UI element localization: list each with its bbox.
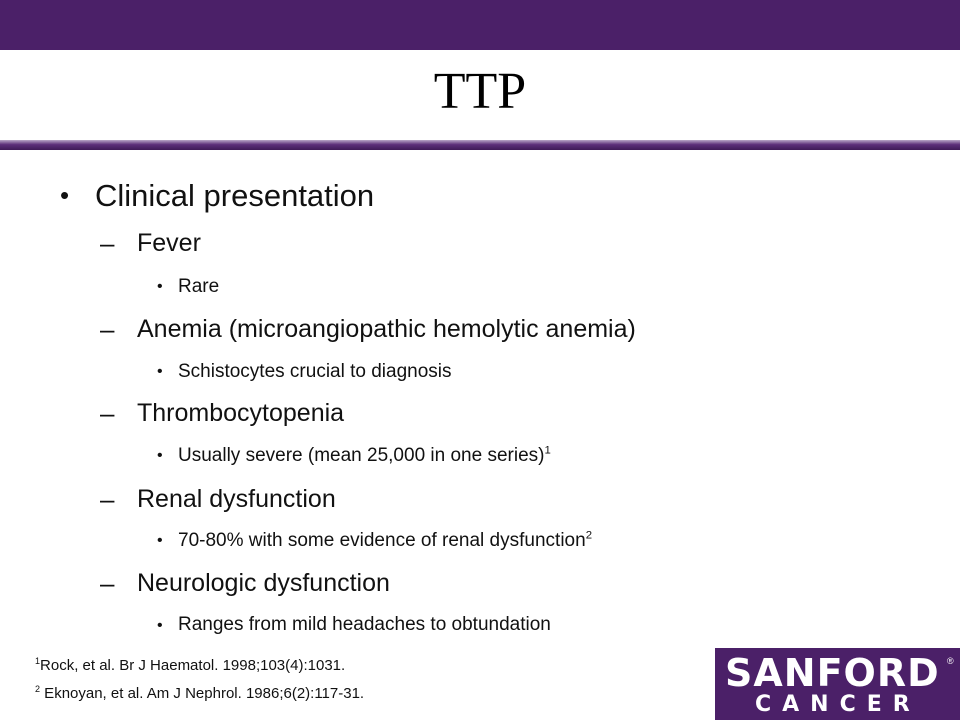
dash-marker: – [100, 314, 115, 344]
footnote-marker: 1 [544, 444, 551, 457]
reference-2 [35, 685, 364, 702]
bullet-dot: • [157, 617, 163, 634]
logo-line-2: CANCER [755, 692, 921, 717]
reference-text: Rock, et al. Br J Haematol. 1998;103(4):1031. [40, 657, 346, 674]
subitem-thrombocytopenia [178, 445, 551, 467]
subitem-neurologic: Ranges from mild headaches to obtundation [178, 614, 551, 635]
dash-marker: – [100, 398, 115, 428]
slide-title: TTP [433, 63, 527, 120]
subitem-fever: Rare [178, 276, 220, 297]
item-thrombocytopenia: Thrombocytopenia [137, 399, 345, 427]
dash-marker: – [100, 484, 115, 514]
dash-marker: – [100, 568, 115, 598]
reference-number: 1 [35, 656, 41, 666]
dash-marker: – [100, 228, 115, 258]
subitem-renal [178, 530, 592, 552]
reference-number: 2 [35, 684, 41, 694]
sanford-cancer-logo [715, 648, 960, 720]
logo-line-1: SANFORD [725, 651, 940, 695]
bullet-dot: • [157, 278, 163, 295]
item-neurologic: Neurologic dysfunction [137, 569, 390, 597]
reference-1 [35, 657, 345, 674]
subitem-thrombocytopenia-text: Usually severe (mean 25,000 in one series) [178, 445, 545, 466]
reference-text: Eknoyan, et al. Am J Nephrol. 1986;6(2):117-31. [40, 685, 365, 702]
subitem-anemia: Schistocytes crucial to diagnosis [178, 361, 452, 382]
bullet-dot: • [60, 180, 70, 210]
bullet-dot: • [157, 363, 163, 380]
footnote-marker: 2 [585, 529, 593, 542]
subitem-renal-text: 70-80% with some evidence of renal dysfunction [178, 530, 586, 551]
bullet-dot: • [157, 447, 163, 464]
item-renal: Renal dysfunction [137, 485, 336, 513]
item-fever: Fever [137, 229, 201, 257]
bullet-dot: • [157, 532, 163, 549]
item-anemia: Anemia (microangiopathic hemolytic anemia) [137, 315, 636, 343]
bullet-clinical-presentation: Clinical presentation [95, 178, 375, 213]
registered-mark: ® [947, 656, 954, 666]
